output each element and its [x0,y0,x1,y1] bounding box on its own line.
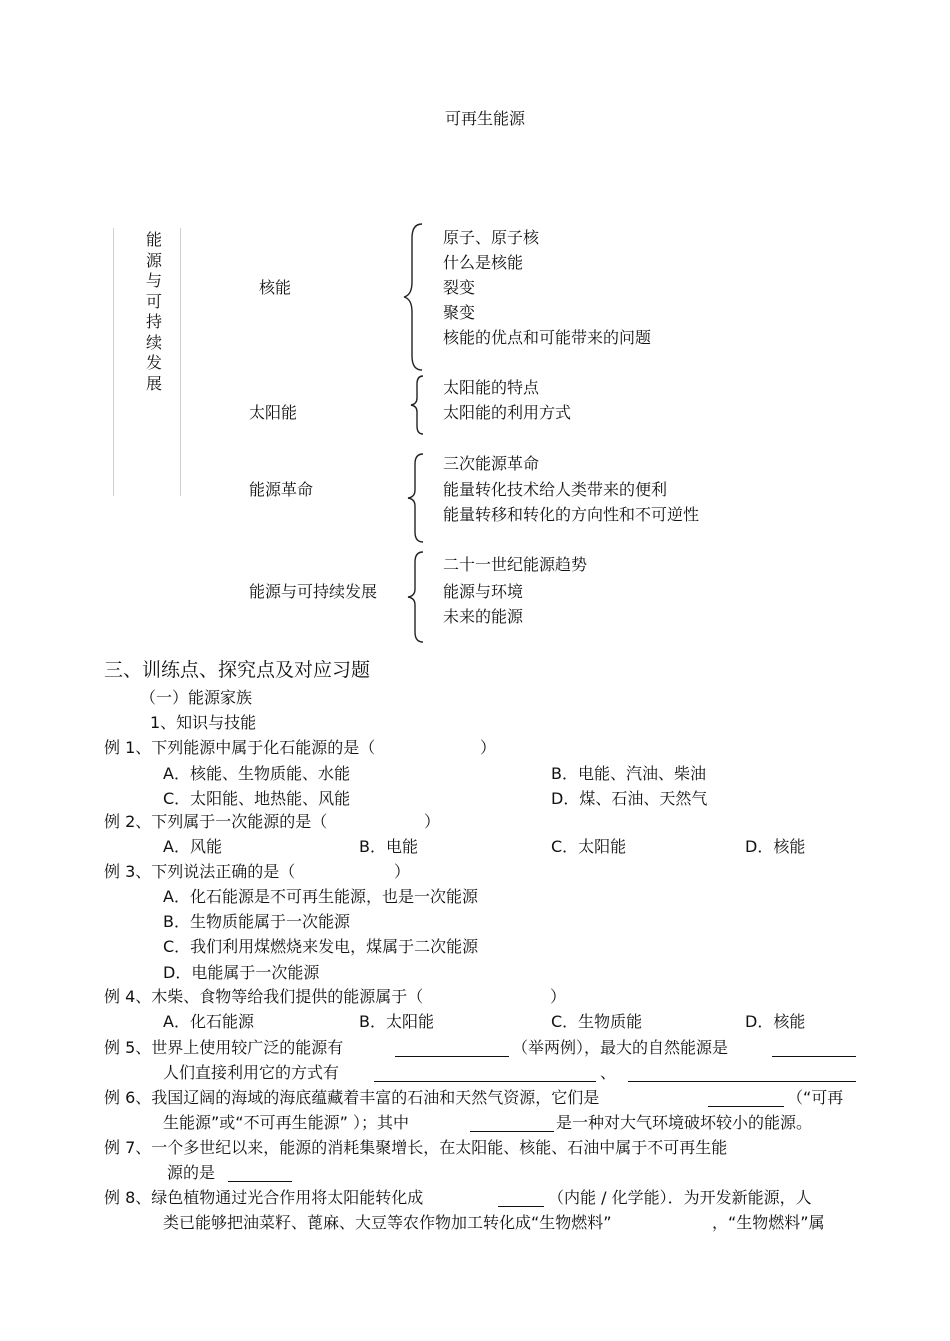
q5-text-2: （举两例），最大的自然能源是 [512,1038,729,1057]
outline-item: 核能的优点和可能带来的问题 [443,328,652,347]
q5-separator: 、 [600,1063,617,1082]
brace-sustainability [404,550,426,644]
q6-text-3: 生能源”或“不可再生能源” ）；其中 [163,1113,409,1132]
topic-solar: 太阳能 [249,403,298,422]
q3-close: ） [394,862,411,881]
q8-text-1: 例 8、绿色植物通过光合作用将太阳能转化成 [104,1188,424,1207]
q2-option-b: B．电能 [359,837,418,856]
q3-option-b: B．生物质能属于一次能源 [163,912,350,931]
q8-text-4: ，“生物燃料”属 [712,1213,825,1232]
q3-stem: 例 3、下列说法正确的是（ [104,862,296,881]
q6-answer-blank-1[interactable] [708,1090,784,1107]
q4-option-d: D．核能 [745,1012,806,1031]
q2-option-d: D．核能 [745,837,806,856]
subsection-heading: （一）能源家族 [140,688,253,707]
outline-item: 能源与环境 [443,582,524,601]
outline-item: 未来的能源 [443,607,524,626]
q1-option-b: B．电能、汽油、柴油 [551,764,706,783]
q6-text-4: 是一种对大气环境破坏较小的能源。 [556,1113,813,1132]
section-heading: 三、训练点、探究点及对应习题 [104,659,371,681]
q1-option-c: C．太阳能、地热能、风能 [163,789,351,808]
q8-answer-blank-1[interactable] [498,1190,544,1207]
q4-stem: 例 4、木柴、食物等给我们提供的能源属于（ [104,987,424,1006]
q3-option-d: D．电能属于一次能源 [163,963,320,982]
page-title: 可再生能源 [444,109,525,128]
q5-text-1: 例 5、世界上使用较广泛的能源有 [104,1038,344,1057]
q2-option-c: C．太阳能 [551,837,627,856]
q6-text-1: 例 6、我国辽阔的海域的海底蕴藏着丰富的石油和天然气资源，它们是 [104,1088,600,1107]
q8-text-2: （内能 / 化学能）．为开发新能源，人 [548,1188,812,1207]
q4-option-a: A．化石能源 [163,1012,254,1031]
outline-item: 能量转化技术给人类带来的便利 [443,480,668,499]
q5-answer-blank-1[interactable] [395,1040,509,1057]
q1-option-d: D．煤、石油、天然气 [551,789,708,808]
q5-text-3: 人们直接利用它的方式有 [163,1063,340,1082]
brace-solar [408,374,426,436]
q5-answer-blank-3[interactable] [374,1065,596,1082]
outline-item: 太阳能的利用方式 [443,403,572,422]
q5-answer-blank-2[interactable] [772,1040,856,1057]
q7-answer-blank[interactable] [228,1165,292,1182]
outline-item: 能量转移和转化的方向性和不可逆性 [443,505,700,524]
outline-item: 聚变 [443,303,476,322]
topic-nuclear: 核能 [259,278,292,297]
inner-divider [180,228,181,496]
vertical-label: 能 源 与 可 持 续 发 展 [145,230,162,393]
q4-close: ） [550,987,567,1006]
q8-text-3: 类已能够把油菜籽、蓖麻、大豆等农作物加工转化成“生物燃料” [163,1213,612,1232]
q3-option-a: A．化石能源是不可再生能源，也是一次能源 [163,887,478,906]
q1-stem: 例 1、下列能源中属于化石能源的是（ [104,738,376,757]
q1-close: ） [480,738,497,757]
q2-close: ） [424,812,441,831]
q7-text-1: 例 7、一个多世纪以来，能源的消耗集聚增长，在太阳能、核能、石油中属于不可再生能 [104,1138,728,1157]
outline-item: 二十一世纪能源趋势 [443,555,588,574]
outline-item: 什么是核能 [443,253,524,272]
q2-stem: 例 2、下列属于一次能源的是（ [104,812,328,831]
q5-answer-blank-4[interactable] [628,1065,856,1082]
brace-nuclear [400,222,426,372]
topic-energy-revolution: 能源革命 [249,480,314,499]
brace-energy-revolution [404,452,426,544]
q6-text-2: （“可再 [787,1088,844,1107]
outline-item: 三次能源革命 [443,454,540,473]
q4-option-c: C．生物质能 [551,1012,643,1031]
q7-text-2: 源的是 [167,1163,216,1182]
outline-item: 裂变 [443,278,476,297]
outline-item: 太阳能的特点 [443,378,540,397]
q6-answer-blank-2[interactable] [470,1115,554,1132]
left-divider [113,228,114,496]
q4-option-b: B．太阳能 [359,1012,434,1031]
q1-option-a: A．核能、生物质能、水能 [163,764,350,783]
topic-sustainability: 能源与可持续发展 [249,582,378,601]
subsubsection-heading: 1、知识与技能 [150,713,257,732]
outline-item: 原子、原子核 [443,228,540,247]
q3-option-c: C．我们利用煤燃烧来发电，煤属于二次能源 [163,937,479,956]
q2-option-a: A．风能 [163,837,222,856]
